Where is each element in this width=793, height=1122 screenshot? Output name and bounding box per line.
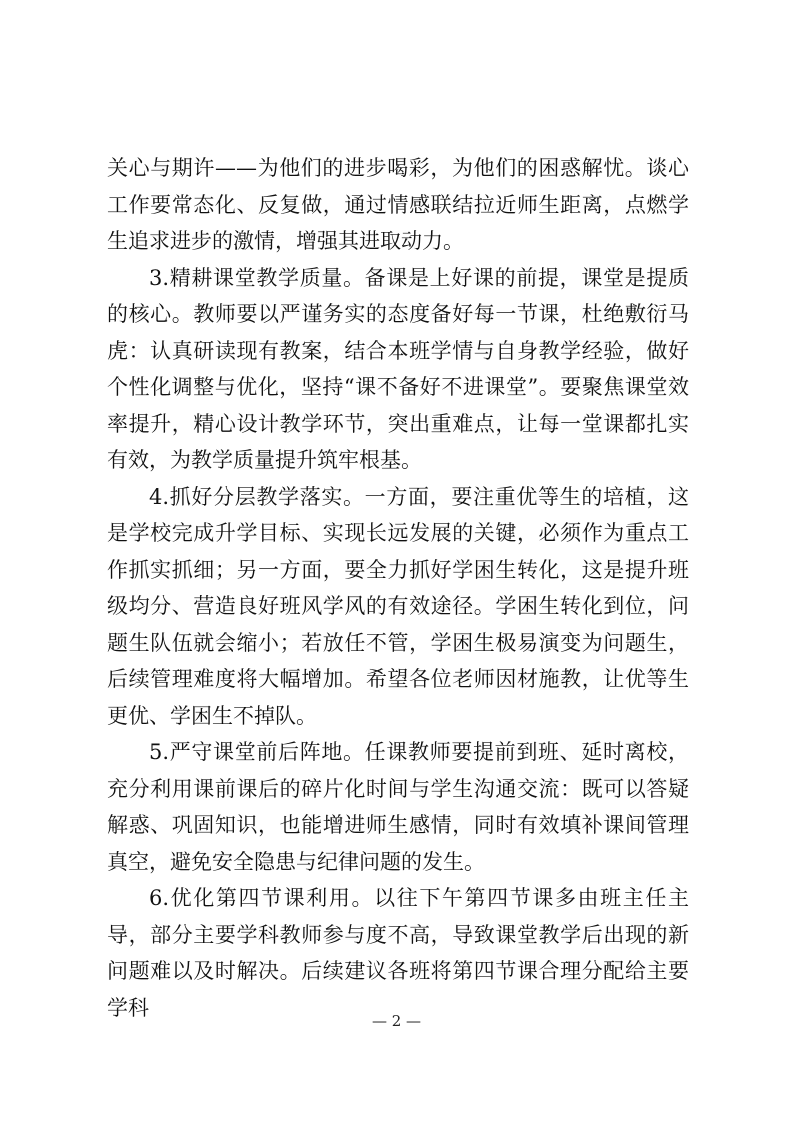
paragraph-continuation: 关心与期许——为他们的进步喝彩，为他们的困惑解忧。谈心工作要常态化、反复做，通过情感联结拉近师生距离，点燃学生追求进步的激情，增强其进取动力。 xyxy=(107,156,689,253)
document-body xyxy=(107,150,689,1026)
paragraph-item-3: 3.精耕课堂教学质量。备课是上好课的前提，课堂是提质的核心。教师要以严谨务实的态度备好每一节课，杜绝敷衍马虎：认真研读现有教案，结合本班学情与自身教学经验，做好个性化调整与优化，坚持“课不备好不进课堂”。要聚焦课堂效率提升，精心设计教学环节，突出重难点，让每一堂课都扎实有效，为教学质量提升筑牢根基。 xyxy=(107,265,689,472)
paragraph-item-4: 4.抓好分层教学落实。一方面，要注重优等生的培植，这是学校完成升学目标、实现长远发展的关键，必须作为重点工作抓实抓细；另一方面，要全力抓好学困生转化，这是提升班级均分、营造良好班风学风的有效途径。学困生转化到位，问题生队伍就会缩小；若放任不管，学困生极易演变为问题生，后续管理难度将大幅增加。希望各位老师因材施教，让优等生更优、学困生不掉队。 xyxy=(107,484,689,728)
page-number: — 2 — xyxy=(371,1012,422,1030)
paragraph-item-6: 6.优化第四节课利用。以往下午第四节课多由班主任主导，部分主要学科教师参与度不高，导致课堂教学后出现的新问题难以及时解决。后续建议各班将第四节课合理分配给主要学科 xyxy=(107,886,689,1020)
paragraph-item-5: 5.严守课堂前后阵地。任课教师要提前到班、延时离校，充分利用课前课后的碎片化时间与学生沟通交流：既可以答疑解惑、巩固知识，也能增进师生感情，同时有效填补课间管理真空，避免安全隐患与纪律问题的发生。 xyxy=(107,740,689,874)
